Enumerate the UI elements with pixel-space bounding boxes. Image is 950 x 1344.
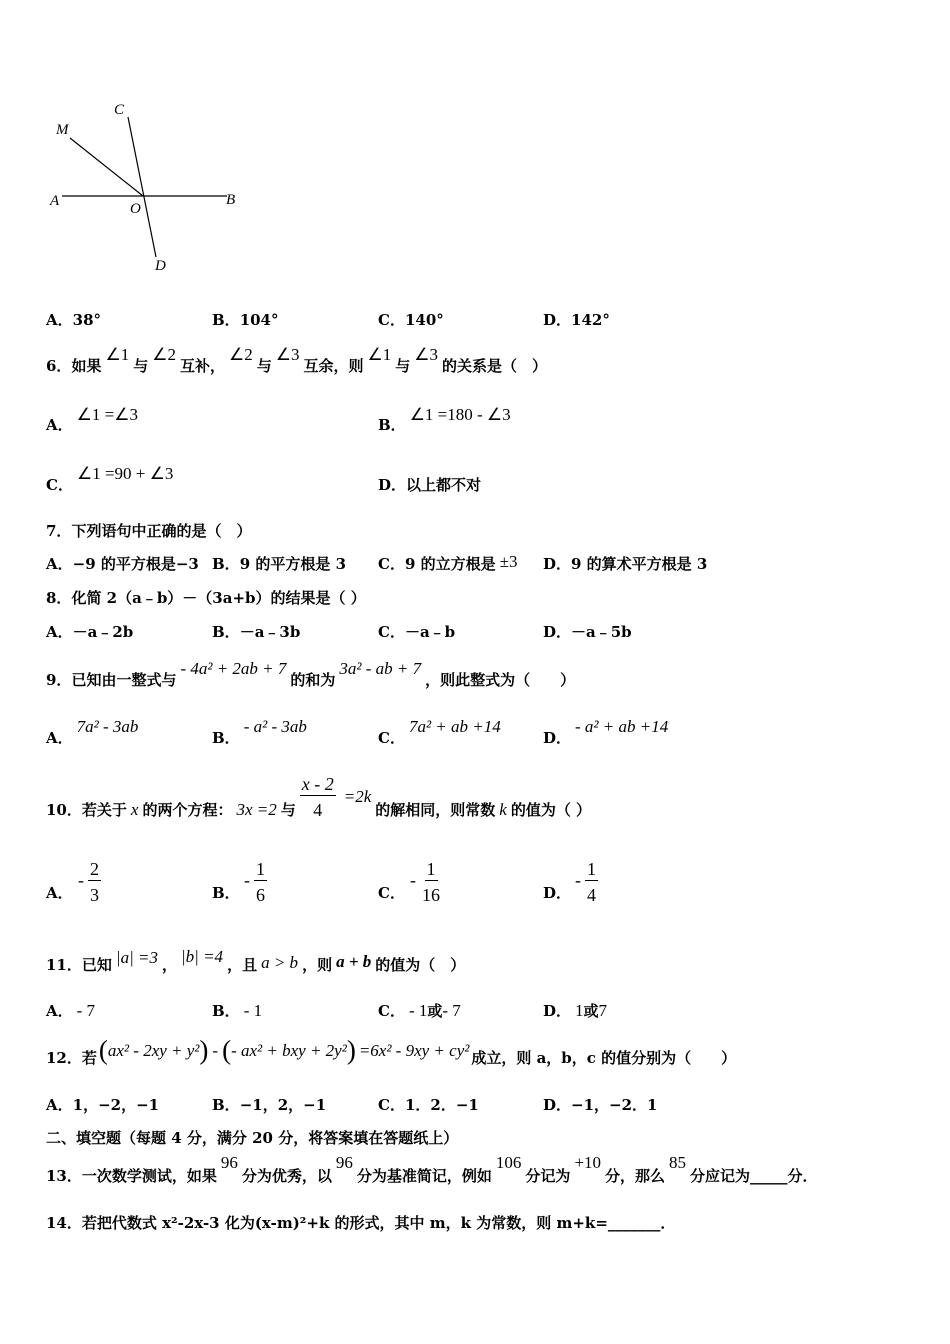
option-letter: C．: [378, 555, 405, 573]
equation-fraction: [300, 773, 336, 820]
option-letter: C．: [378, 1002, 405, 1020]
option-letter: B．: [212, 1096, 240, 1114]
option-letter: A．: [46, 623, 73, 641]
q6-option-d: [378, 475, 481, 495]
q9-option-b: [212, 717, 311, 748]
option-letter: D．: [543, 555, 572, 573]
variable-x: x: [130, 800, 139, 819]
q9-stem: [46, 659, 576, 690]
q6-stem: [46, 345, 548, 376]
fraction-numerator: x - 2: [301, 774, 334, 794]
option-sign: -: [244, 870, 250, 890]
option-letter: A．: [46, 311, 73, 329]
option-math: 7a² + ab +14: [408, 717, 501, 736]
q12-options: [0, 1095, 950, 1115]
stem-text: 分记为: [525, 1167, 571, 1185]
fraction-numerator: 1: [587, 859, 596, 879]
angle-expression: ∠1: [367, 345, 392, 364]
option-joiner: 或: [427, 1002, 443, 1020]
q10-stem: [46, 774, 592, 847]
stem-text: 的和为: [290, 671, 336, 689]
stem-text: 分，那么: [605, 1167, 666, 1185]
stem-text: ，则: [302, 956, 333, 974]
q11-stem: [46, 947, 466, 975]
option-letter: A．: [46, 884, 73, 902]
option-fraction: [420, 858, 442, 905]
stem-text: 已知由一整式与: [71, 671, 177, 689]
option-math: ∠1 =180 - ∠3: [409, 405, 511, 424]
equation-expression: 3x =2: [236, 800, 277, 819]
equation-rhs: =2k: [343, 787, 372, 806]
fraction-numerator: 1: [426, 859, 436, 879]
option-value: 9 的平方根是 3: [239, 555, 347, 573]
point-label-a: A: [50, 193, 60, 209]
option-math: ∠1 =∠3: [76, 405, 138, 424]
q5-option-c: [378, 310, 444, 330]
stem-text: 分为优秀，以: [241, 1167, 332, 1185]
option-joiner: 或: [583, 1002, 599, 1020]
option-value: －a﹣5b: [571, 623, 632, 641]
stem-text: 的关系是（ ）: [442, 357, 548, 375]
q12-option-c: [378, 1095, 479, 1115]
option-value: −1，−2．1: [571, 1096, 658, 1114]
option-letter: B．: [212, 729, 240, 747]
fraction-numerator: 2: [90, 859, 99, 879]
q7-option-a: [46, 554, 199, 574]
q7-option-b: [212, 554, 346, 574]
option-math: 1: [575, 1001, 584, 1020]
q5-option-d: [543, 310, 610, 330]
line-om: [70, 138, 143, 196]
q7-stem: [46, 521, 251, 541]
point-label-m: M: [56, 122, 69, 138]
q9-option-d: [543, 717, 672, 748]
stem-text: ，且: [227, 956, 258, 974]
option-letter: B．: [212, 555, 240, 573]
q9-option-a: [46, 717, 142, 748]
option-letter: B．: [212, 884, 240, 902]
option-letter: A．: [46, 729, 73, 747]
option-letter: A．: [46, 416, 73, 434]
option-letter: D．: [543, 623, 572, 641]
q5-option-a: [46, 310, 101, 330]
left-paren: (: [222, 1035, 232, 1065]
fraction-denominator: 16: [422, 885, 440, 905]
option-value: 142°: [571, 311, 610, 329]
fraction-denominator: 3: [90, 885, 99, 905]
question-number: 9．: [46, 671, 72, 689]
polynomial-expression: ax² - 2xy + y²: [107, 1041, 200, 1060]
option-value: −1，2，−1: [239, 1096, 327, 1114]
stem-text: 若把代数式 x²-2x-3 化为(x-m)²+k 的形式，其中 m，k 为常数，则 m+k=_______．: [81, 1214, 676, 1232]
stem-text: 与: [256, 357, 272, 375]
option-value: 9 的立方根是: [404, 555, 496, 573]
option-value: －a﹣2b: [72, 623, 134, 641]
fraction-numerator: 1: [256, 859, 265, 879]
q12-stem: [46, 1035, 737, 1069]
stem-text: 的解相同，则常数: [375, 801, 496, 819]
q11-options: [0, 1001, 950, 1021]
option-value: −9 的平方根是−3: [72, 555, 199, 573]
stem-text: 若关于: [81, 801, 127, 819]
q5-options: [0, 310, 950, 330]
point-label-o: O: [130, 201, 141, 217]
q6-options-row-1: [0, 405, 950, 435]
angle-expression: ∠2: [152, 345, 176, 364]
option-value: 38°: [72, 311, 102, 329]
stem-text: 互补，: [179, 357, 225, 375]
right-paren: ): [199, 1035, 209, 1065]
point-label-c: C: [114, 102, 125, 118]
option-value: 以上都不对: [406, 476, 482, 494]
option-letter: D．: [543, 311, 572, 329]
angle-expression: ∠1: [105, 345, 130, 364]
stem-text: 成立，则 a，b，c 的值分别为（ ）: [471, 1049, 737, 1067]
sum-expression: a + b: [336, 952, 372, 971]
stem-text: ，: [161, 956, 177, 974]
question-number: 12．: [46, 1049, 82, 1067]
stem-text: 若: [81, 1049, 97, 1067]
option-math: - 7: [442, 1001, 461, 1020]
question-number: 14．: [46, 1214, 82, 1232]
question-number: 13．: [46, 1167, 82, 1185]
option-value: －a﹣3b: [239, 623, 301, 641]
q9-options: [0, 717, 950, 748]
stem-text: 的值为（ ）: [510, 801, 592, 819]
option-value: 140°: [404, 311, 444, 329]
q9-option-c: [378, 717, 505, 748]
q6-option-a: [46, 405, 142, 435]
option-math: - 1: [408, 1001, 428, 1020]
stem-text: 的两个方程：: [142, 801, 233, 819]
fraction-denominator: 4: [313, 800, 323, 820]
option-letter: C．: [378, 884, 405, 902]
score-number: 106: [495, 1153, 522, 1172]
angle-expression: ∠3: [414, 345, 439, 364]
variable-k: k: [499, 800, 507, 819]
fraction-denominator: 6: [256, 885, 265, 905]
stem-text: 分为基准简记，例如: [356, 1167, 492, 1185]
option-math: - a² + ab +14: [575, 717, 669, 736]
option-math: - 1: [243, 1001, 263, 1020]
q10-option-a: [46, 858, 166, 906]
q7-option-c: [378, 554, 521, 574]
geometry-figure: [0, 0, 300, 290]
left-paren: (: [98, 1035, 108, 1065]
q12-option-b: [212, 1095, 326, 1115]
q11-option-c: [378, 1001, 465, 1021]
option-math: 7: [598, 1001, 608, 1020]
right-paren: ): [346, 1035, 356, 1065]
stem-text: 分应记为_____分．: [690, 1167, 818, 1185]
question-number: 11．: [46, 956, 82, 974]
option-value: 9 的算术平方根是 3: [571, 555, 708, 573]
q12-option-d: [543, 1095, 657, 1115]
point-label-b: B: [226, 192, 236, 208]
q12-option-a: [46, 1095, 159, 1115]
polynomial-expression: - 4a² + 2ab + 7: [180, 659, 287, 678]
option-letter: D．: [543, 1002, 572, 1020]
q11-option-d: [543, 1001, 611, 1021]
section-heading: 二、填空题（每题 4 分，满分 20 分，将答案填在答题纸上）: [46, 1129, 459, 1147]
option-letter: C．: [378, 1096, 405, 1114]
polynomial-expression: - ax² + bxy + 2y²: [231, 1041, 347, 1060]
q8-option-a: [46, 622, 133, 642]
option-letter: A．: [46, 1096, 73, 1114]
q8-option-b: [212, 622, 300, 642]
option-letter: D．: [543, 1096, 572, 1114]
option-letter: A．: [46, 555, 73, 573]
abs-expression: |a| =3: [115, 948, 158, 967]
stem-text: 化简 2（a﹣b）－（3a+b）的结果是（ ）: [71, 589, 366, 607]
q10-option-b: [212, 858, 332, 906]
question-number: 6．: [46, 357, 72, 375]
option-sign: -: [410, 870, 416, 890]
option-letter: C．: [378, 623, 405, 641]
score-number: 96: [335, 1153, 353, 1172]
q8-option-c: [378, 622, 455, 642]
q6-option-b: [378, 405, 515, 435]
score-number: 85: [669, 1153, 687, 1172]
q10-option-c: [378, 858, 498, 906]
stem-text: 与: [133, 357, 149, 375]
q5-option-b: [212, 310, 279, 330]
option-value: －a﹣b: [404, 623, 456, 641]
stem-text: 下列语句中正确的是（ ）: [71, 522, 252, 540]
q7-option-d: [543, 554, 707, 574]
angle-expression: ∠3: [275, 345, 300, 364]
option-letter: D．: [543, 884, 572, 902]
q14-stem: [46, 1213, 675, 1233]
option-letter: D．: [543, 729, 572, 747]
option-fraction: [585, 858, 598, 905]
option-math: 7a² - 3ab: [76, 717, 139, 736]
option-value: 1，−2，−1: [72, 1096, 160, 1114]
q11-option-b: [212, 1001, 266, 1021]
option-sign: -: [78, 870, 84, 890]
q6-option-c: [46, 464, 177, 495]
option-letter: A．: [46, 1002, 73, 1020]
option-letter: B．: [212, 623, 240, 641]
question-number: 10．: [46, 801, 82, 819]
angle-expression: ∠2: [228, 345, 253, 364]
minus-operator: -: [212, 1041, 219, 1060]
q6-options-row-2: [0, 464, 950, 495]
q8-option-d: [543, 622, 632, 642]
option-fraction: [88, 858, 101, 905]
identity-expression: [98, 1035, 470, 1065]
option-letter: B．: [212, 311, 240, 329]
question-number: 7．: [46, 522, 72, 540]
point-label-d: D: [155, 258, 166, 274]
stem-text: 互余，则: [303, 357, 364, 375]
stem-text: 与: [395, 357, 411, 375]
option-math: - 7: [76, 1001, 96, 1020]
stem-text: 一次数学测试，如果: [81, 1167, 217, 1185]
option-sign: -: [575, 870, 581, 890]
q11-option-a: [46, 1001, 99, 1021]
polynomial-rhs: =6x² - 9xy + cy²: [358, 1041, 470, 1060]
abs-expression: |b| =4: [180, 947, 224, 966]
option-math: ±3: [499, 552, 518, 571]
option-letter: C．: [378, 729, 405, 747]
score-number: +10: [574, 1153, 602, 1172]
polynomial-expression: 3a² - ab + 7: [339, 659, 422, 678]
q13-stem: [46, 1153, 818, 1186]
score-number: 96: [220, 1153, 238, 1172]
q8-options: [0, 622, 950, 642]
stem-text: 如果: [71, 357, 102, 375]
stem-text: 与: [280, 801, 296, 819]
option-letter: C．: [46, 476, 73, 494]
option-letter: B．: [378, 416, 406, 434]
inequality-expression: a > b: [261, 953, 299, 972]
option-value: 104°: [239, 311, 279, 329]
q7-options: [0, 554, 950, 574]
stem-text: 已知: [81, 956, 112, 974]
fraction-denominator: 4: [587, 885, 596, 905]
option-math: - a² - 3ab: [243, 717, 307, 736]
option-letter: C．: [378, 311, 405, 329]
option-value: 1．2．−1: [404, 1096, 479, 1114]
option-fraction: [254, 858, 267, 905]
option-letter: D．: [378, 476, 407, 494]
stem-text: ，则此整式为（ ）: [425, 671, 576, 689]
question-number: 8．: [46, 589, 72, 607]
q10-option-d: [543, 858, 663, 906]
option-math: ∠1 =90 + ∠3: [76, 464, 174, 483]
q8-stem: [46, 588, 366, 608]
option-letter: B．: [212, 1002, 240, 1020]
stem-text: 的值为（ ）: [375, 956, 466, 974]
